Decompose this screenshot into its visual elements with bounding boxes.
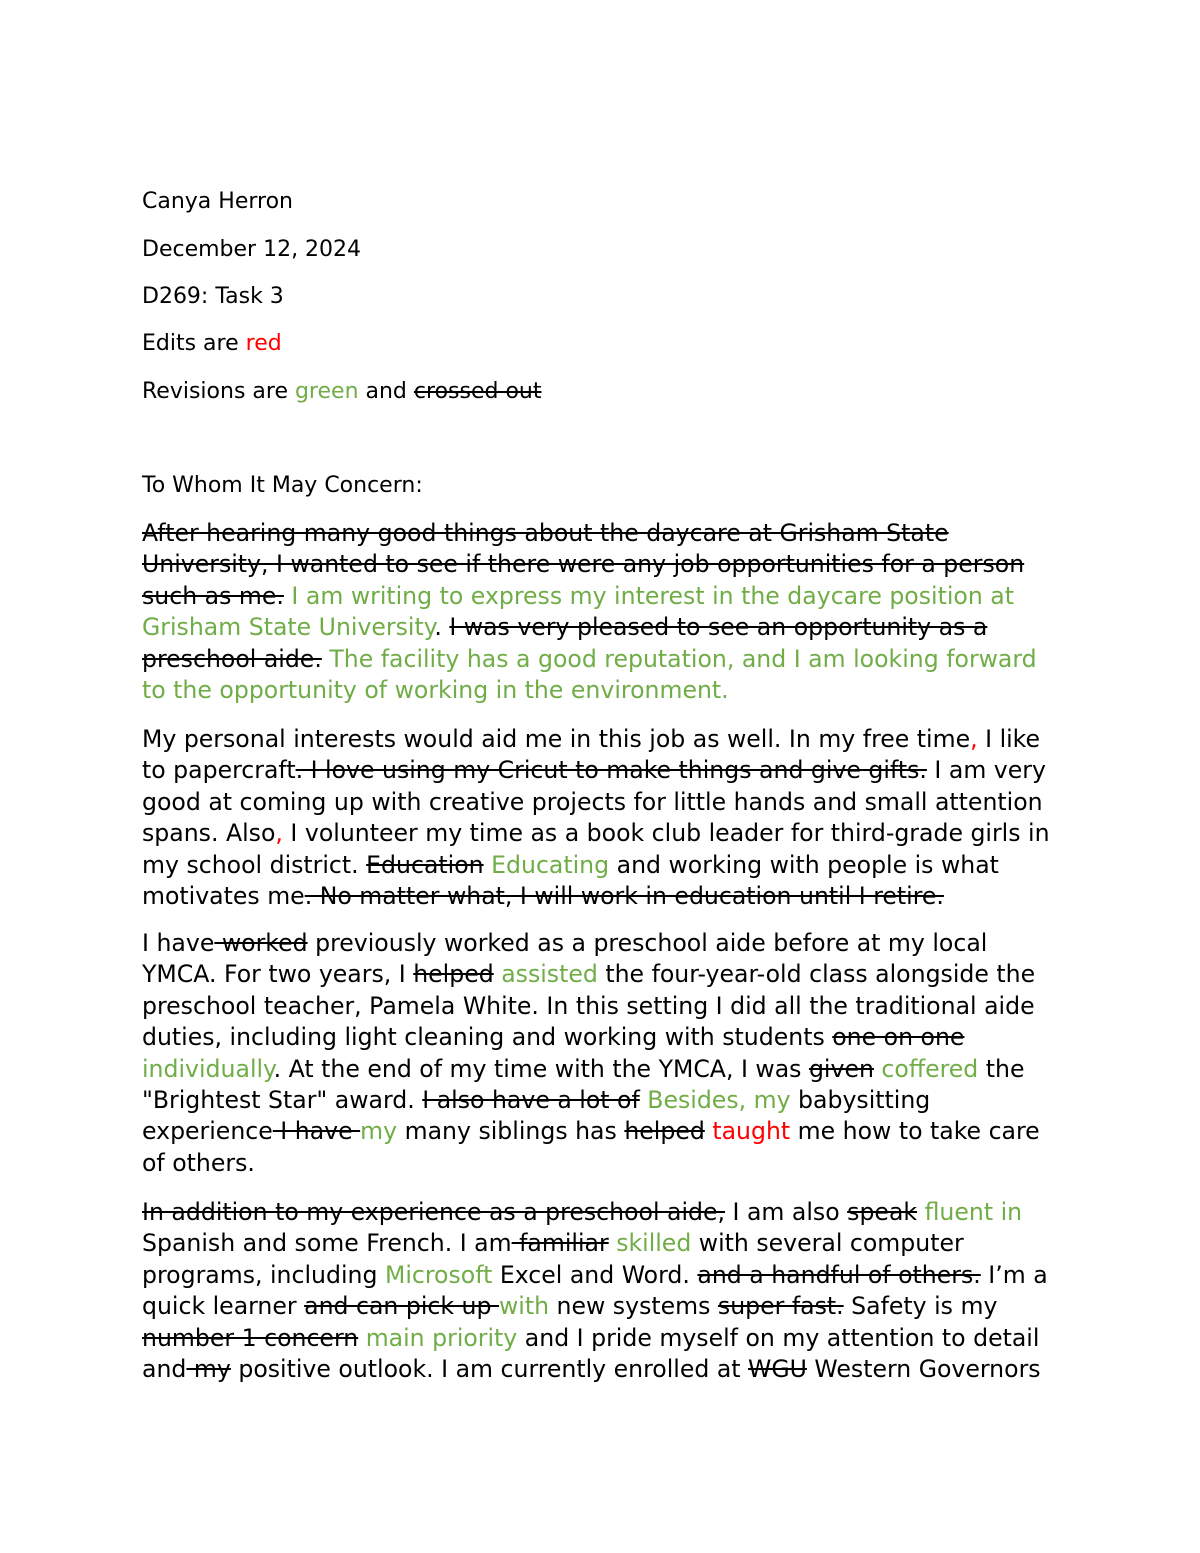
struck-text-segment: I was very pleased to see an opportunity as a preschool aide.: [142, 613, 988, 673]
struck-text-segment: In addition to my experience as a preschool aide,: [142, 1198, 726, 1226]
text-segment: . At the end of my time with the YMCA, I was: [273, 1054, 809, 1083]
text-segment: with several computer programs, including: [142, 1229, 964, 1289]
struck-text-segment: super fast.: [717, 1292, 844, 1321]
text-segment: I volunteer my time as a book club leader for third-grade girls in my school district.: [142, 819, 1050, 879]
text-segment: Excel and Word.: [492, 1260, 698, 1289]
body-paragraph-1: [142, 518, 1052, 706]
text-segment: babysitting experience: [142, 1086, 931, 1146]
struck-text-segment: Education: [366, 850, 484, 879]
body-paragraph-2: [142, 724, 1052, 912]
revision-text-segment: Educating: [491, 850, 610, 879]
text-segment: .: [434, 613, 450, 642]
revision-text-segment: individually: [142, 1054, 274, 1083]
text-segment: I have: [142, 929, 215, 957]
text-segment: the "Brightest Star" award.: [142, 1054, 1025, 1115]
text-segment: Western Governors: [806, 1355, 1041, 1384]
revision-text-segment: coffered: [881, 1054, 979, 1083]
document-date: December 12, 2024: [142, 237, 362, 262]
text-segment: new systems: [549, 1292, 718, 1321]
revision-text-segment: skilled: [616, 1229, 692, 1258]
revisions-legend: [142, 377, 541, 407]
body-paragraph-4: [142, 1197, 1052, 1385]
text-segment: the four-year-old class alongside the preschool teacher, Pamela White. In this setting I did all the traditional aide duties, including light cleaning and working with students: [142, 960, 1036, 1052]
revision-text-segment: Microsoft: [384, 1260, 493, 1289]
edits-legend-color-word: red: [245, 331, 282, 356]
revision-text-segment: The facility has a good reputation, and I am looking forward to the opportunity of working in the environment.: [142, 644, 1037, 705]
revisions-legend-green-word: green: [294, 379, 359, 404]
edits-legend-prefix: Edits are: [142, 331, 246, 356]
salutation: To Whom It May Concern:: [142, 473, 423, 498]
struck-text-segment: my: [186, 1355, 231, 1384]
text-segment: Spanish and some French. I am: [142, 1229, 512, 1258]
text-segment: many siblings has: [397, 1117, 625, 1146]
edits-legend: [142, 329, 282, 359]
revision-text-segment: assisted: [501, 960, 598, 989]
text-segment: [917, 1198, 925, 1226]
text-segment: I’m a quick learner: [142, 1260, 1048, 1321]
struck-text-segment: speak: [847, 1198, 918, 1226]
body-paragraph-3: [142, 928, 1052, 1179]
edit-text-segment: taught: [712, 1117, 791, 1146]
struck-text-segment: and a handful of others.: [697, 1260, 981, 1289]
edit-text-segment: ,: [970, 725, 978, 753]
revision-text-segment: with: [498, 1292, 550, 1321]
revision-text-segment: my: [360, 1117, 398, 1146]
revision-text-segment: I am writing to express my interest in the daycare position at Grisham State University: [142, 581, 1014, 642]
text-segment: [358, 1324, 366, 1352]
revisions-legend-crossed-word: crossed out: [413, 379, 542, 404]
revision-text-segment: Besides, my: [647, 1086, 791, 1115]
text-segment: I am very good at coming up with creative projects for little hands and small attention spans. Also: [142, 756, 1046, 848]
text-segment: and working with people is what motivates me: [142, 850, 999, 911]
struck-text-segment: I have: [272, 1117, 361, 1146]
struck-text-segment: and can pick up: [304, 1292, 499, 1321]
struck-text-segment: . No matter what, I will work in education until I retire.: [304, 882, 944, 911]
struck-text-segment: given: [808, 1054, 874, 1083]
revision-text-segment: fluent in: [924, 1198, 1023, 1226]
revision-text-segment: main priority: [365, 1323, 518, 1352]
text-segment: Safety is my: [843, 1292, 998, 1321]
text-segment: and I pride myself on my attention to detail and: [142, 1323, 1040, 1384]
text-segment: positive outlook. I am currently enrolled at: [230, 1355, 749, 1384]
struck-text-segment: worked: [214, 929, 308, 957]
revisions-legend-and: and: [358, 379, 414, 404]
struck-text-segment: WGU: [748, 1355, 807, 1384]
struck-text-segment: helped: [624, 1117, 705, 1146]
struck-text-segment: I also have a lot of: [422, 1086, 640, 1115]
struck-text-segment: . I love using my Cricut to make things and give gifts.: [295, 756, 927, 785]
struck-text-segment: number 1 concern: [142, 1323, 359, 1352]
struck-text-segment: helped: [413, 960, 494, 989]
text-segment: previously worked as a preschool aide before at my local YMCA. For two years, I: [142, 929, 988, 989]
struck-text-segment: familiar: [511, 1229, 609, 1258]
text-segment: [484, 851, 492, 879]
struck-text-segment: one on one: [832, 1023, 965, 1052]
edit-text-segment: ,: [275, 819, 283, 848]
revisions-legend-prefix: Revisions are: [142, 379, 295, 404]
text-segment: me how to take care of others.: [142, 1117, 1040, 1177]
author-name: Canya Herron: [142, 189, 293, 214]
text-segment: I like to papercraft: [142, 725, 1041, 785]
struck-text-segment: After hearing many good things about the daycare at Grisham State University, I wanted to see if there were any job opportunities for a person such as me.: [142, 519, 1025, 610]
text-segment: My personal interests would aid me in this job as well. In my free time: [142, 725, 971, 753]
course-task: D269: Task 3: [142, 284, 284, 309]
text-segment: I am also: [725, 1198, 848, 1226]
